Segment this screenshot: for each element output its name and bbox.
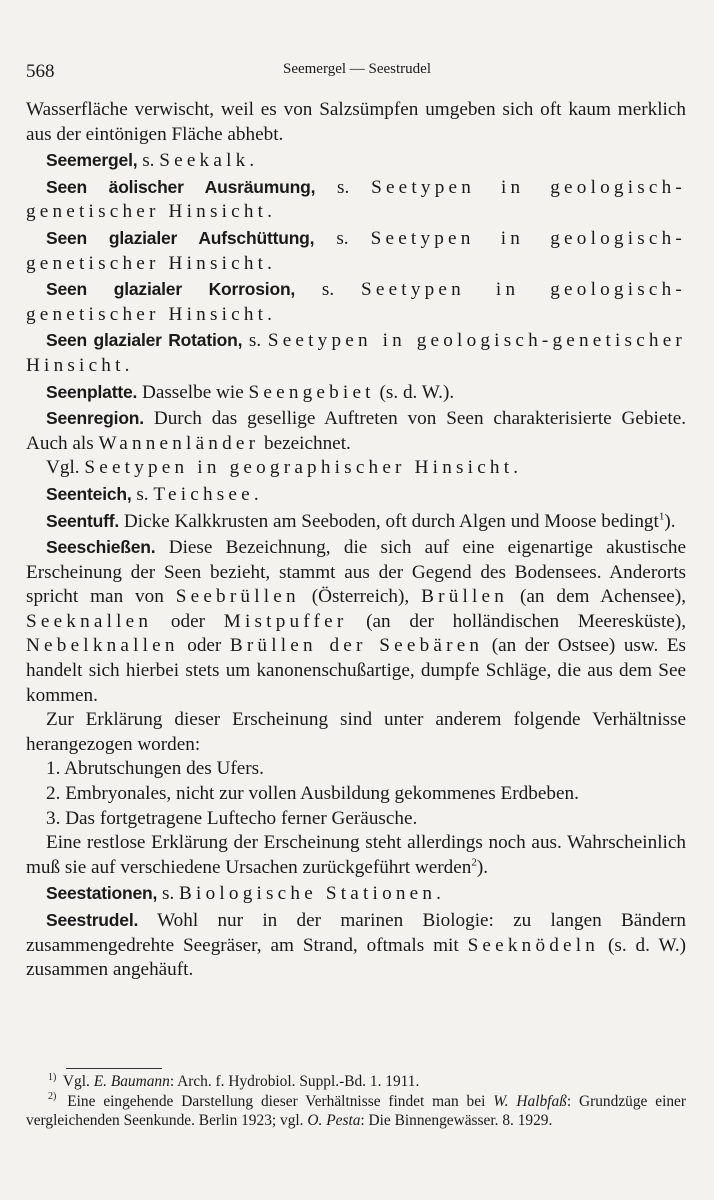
cross-reference: Seetypen in geologisch-genetischer Hinsicht. — [26, 279, 686, 325]
entry-seemergel: Seemergel, s. Seekalk. — [46, 150, 259, 172]
headword: Seentuff. — [46, 510, 120, 531]
headword: Seeschießen. — [46, 537, 156, 558]
cross-reference: Seengebiet — [248, 381, 375, 403]
list-item: 2. Embryonales, nicht zur vollen Ausbildung gekommenes Erdbeben. — [46, 783, 579, 805]
headword: Seenplatte. — [46, 381, 138, 402]
cross-reference: Biologische Stationen. — [179, 883, 446, 905]
entry-seeschiessen: Seeschießen. Diese Bezeichnung, die sich auf eine eigenartige akustische Erscheinung der Seen bezieht, stammt aus der Gegend des Bodensees. Anderorts spricht man von Seebrüllen (Österreich), Brüllen (an dem Achensee), Seeknallen oder Mistpuffer (an der holländischen Meeresküste), Nebelknallen oder Brüllen der Seebären (an der Ostsee) usw. Es handelt sich hierbei stets um kanonenschußartige, dumpfe Schläge, die aus dem See kommen. — [26, 537, 687, 706]
cross-reference: Seetypen in geographischer Hinsicht. — [84, 457, 523, 479]
cross-reference: Seetypen in geologisch-genetischer Hinsicht. — [26, 227, 686, 274]
entry-seenteich: Seenteich, s. Teichsee. — [46, 483, 263, 505]
headword: Seestationen, — [46, 883, 158, 904]
page-header — [26, 61, 688, 85]
spaced-term: Seeknallen — [26, 610, 153, 632]
spaced-term: Nebelknallen — [26, 635, 179, 657]
entry-korrosion: Seen glazialer Korrosion, s. Seetypen in geologisch-genetischer Hinsicht. — [26, 279, 686, 325]
footnote-ref: 1 — [658, 510, 665, 523]
spaced-term: Brüllen — [421, 586, 509, 608]
headword: Seenregion. — [46, 408, 144, 429]
list-item: 1. Abrutschungen des Ufers. — [46, 758, 264, 780]
cross-reference: Seetypen in geologisch-genetischer Hinsicht. — [26, 330, 687, 376]
entry-seestationen: Seestationen, s. Biologische Stationen. — [46, 883, 446, 905]
entry-rotation: Seen glazialer Rotation, s. Seetypen in geologisch-genetischer Hinsicht. — [26, 330, 687, 376]
footnote-rule — [66, 1068, 162, 1069]
conclusion-paragraph: Eine restlose Erklärung der Erscheinung steht allerdings noch aus. Wahrscheinlich muß sie auf verschiedene Ursachen zurückgeführt werden$^2$). — [26, 832, 686, 878]
headword: Seen glazialer Rotation, — [46, 330, 243, 351]
entry-seenregion: Seenregion. Durch das gesellige Auftreten von Seen charakterisierte Gebiete. Auch als Wannenländer bezeichnet. — [26, 408, 687, 454]
headword: Seen glazialer Aufschüttung, — [46, 227, 315, 248]
author-name: E. Baumann — [93, 1073, 170, 1090]
running-title: Seemergel — Seestrudel — [282, 61, 431, 77]
footnote-2: $^{2)}$ Eine eingehende Darstellung dieser Verhältnisse findet man bei W. Halbfaß: Grundzüge einer vergleichenden Seenkunde. Berlin 1923; vgl. O. Pesta: Die Binnengewässer. 8. 1929. — [26, 1091, 687, 1129]
entry-seenplatte: Seenplatte. Dasselbe wie Seengebiet (s. d. W.). — [46, 381, 455, 403]
headword: Seen äolischer Ausräumung, — [46, 176, 316, 197]
footnotes — [26, 1072, 686, 1131]
cross-reference: Teichsee. — [153, 483, 263, 505]
explanation-paragraph: Zur Erklärung dieser Erscheinung sind unter anderem folgende Verhältnisse herangezogen worden: — [26, 709, 686, 755]
author-name: O. Pesta — [307, 1112, 361, 1129]
entry-seenregion-vgl: Vgl. Seetypen in geographischer Hinsicht. — [46, 457, 523, 479]
continuation-paragraph: Wasserfläche verwischt, weil es von Salzsümpfen umgeben sich oft kaum merklich aus der eintönigen Fläche abhebt. — [26, 99, 686, 145]
spaced-term: Seeknödeln — [467, 934, 600, 956]
entry-aufschuettung: Seen glazialer Aufschüttung, s. Seetypen in geologisch-genetischer Hinsicht. — [26, 227, 686, 274]
cross-reference: Seetypen in geologisch-genetischer Hinsicht. — [26, 176, 686, 223]
page-body — [26, 98, 686, 983]
page-number: 568 — [26, 61, 55, 82]
headword: Seemergel, — [46, 150, 138, 171]
headword: Seestrudel. — [46, 910, 139, 930]
spaced-term: Brüllen der Seebären — [229, 635, 484, 657]
spaced-term: Wannenländer — [98, 432, 260, 454]
entry-aeolisch: Seen äolischer Ausräumung, s. Seetypen in geologisch-genetischer Hinsicht. — [26, 176, 686, 223]
entry-seentuff: Seentuff. Dicke Kalkkrusten am Seeboden, oft durch Algen und Moose bedingt$^1$). — [46, 510, 676, 532]
spaced-term: Mistpuffer — [223, 610, 348, 632]
headword: Seen glazialer Korrosion, — [46, 279, 296, 300]
author-name: W. Halbfaß — [493, 1092, 567, 1110]
list-item: 3. Das fortgetragene Luftecho ferner Geräusche. — [46, 807, 418, 829]
footnote-ref: 2 — [471, 856, 477, 869]
footnote-1: $^{1)}$ Vgl. E. Baumann: Arch. f. Hydrobiol. Suppl.-Bd. 1. 1911. — [48, 1071, 420, 1090]
entry-seestrudel: Seestrudel. Wohl nur in der marinen Biologie: zu langen Bändern zusammengedrehte Seegräser, am Strand, oftmals mit Seeknödeln (s. d. W.) zusammen angehäuft. — [26, 910, 687, 981]
headword: Seenteich, — [46, 483, 132, 504]
cross-reference: Seekalk. — [159, 150, 259, 172]
spaced-term: Seebrüllen — [175, 586, 300, 608]
